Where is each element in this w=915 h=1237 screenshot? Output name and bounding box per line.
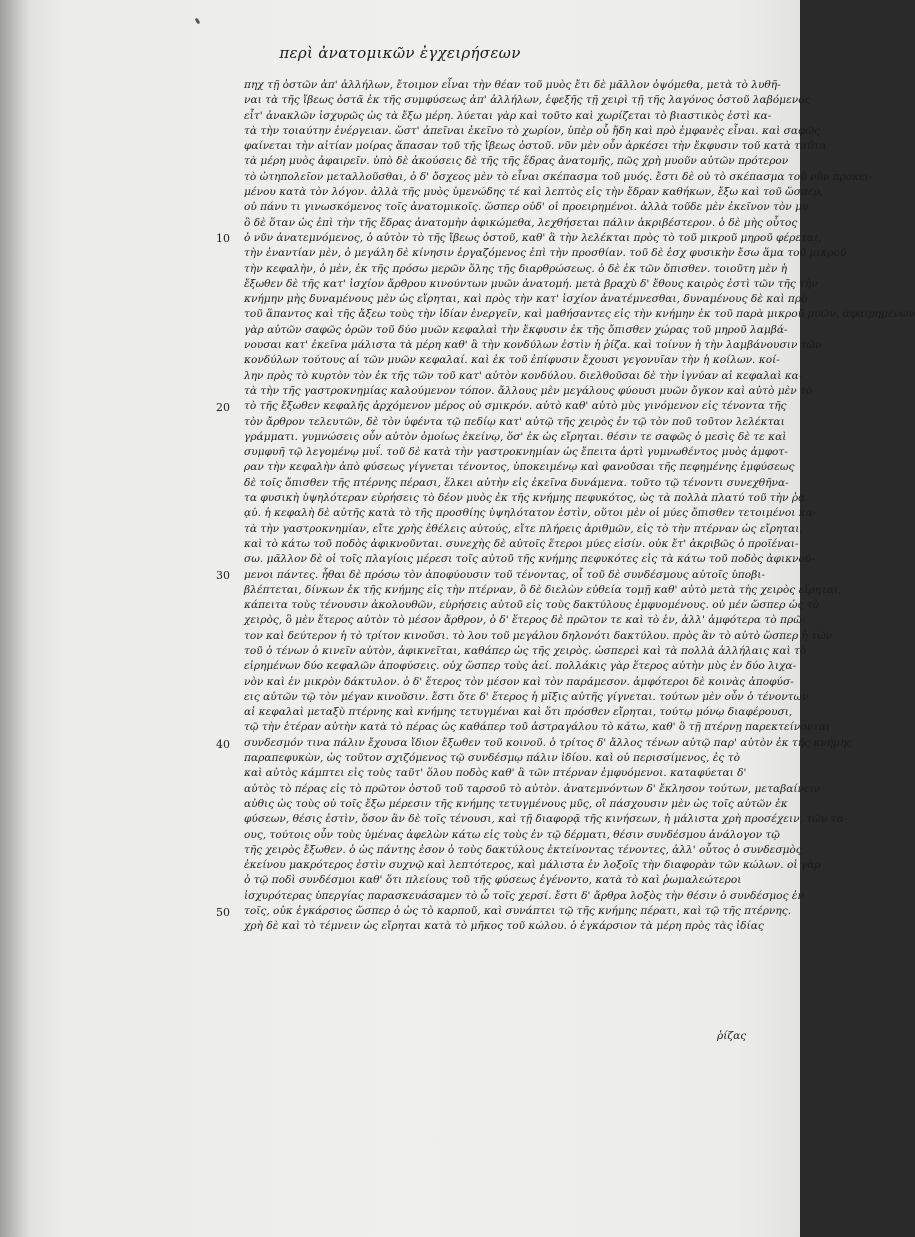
text-line: αὐθις ὡς τοὺς οὐ τοῖς ἔξω μέρεσιν τῆς κνήμης τετυγμένους μῦς, οἳ πάσχουσιν μὲν ὡς τοῖς αὐτῶν ἐκ <box>244 797 788 810</box>
catchword: ῥίζας <box>717 1030 747 1042</box>
text-line: γράμματι. γυμνώσεις οὖν αὐτὸν ὁμοίως ἐκείνῳ, ὅσ' ἐκ ὡς εἴρηται. θέσιν τε σαφῶς ὁ μεσὶς δὲ τε καὶ <box>244 430 787 443</box>
text-line: τον καὶ δεύτερον ἡ τὸ τρίτον κινοῦσι. τὸ λου τοῦ μεγάλου δηλονότι δακτύλου. πρὸς ἂν τὸ αὐτὸ ὥσπερ ἡ τῶν <box>244 629 833 642</box>
text-line: μένου κατὰ τὸν λόγον. ἀλλὰ τῆς μυὸς ὑμενώδης τέ καὶ λεπτὸς εἰς τὴν ἕδραν καθήκων, ἔξω καὶ τοῦ ὥσπερ, <box>244 186 824 199</box>
text-line: καὶ αὐτὸς κάμπτει εἰς τοὺς ταῦτ' ὅλου ποδὸς καθ' ἃ τῶν πτέρναν ἐμφυόμενοι. καταφύεται δ' <box>244 767 747 780</box>
text-line: τὸν ἄρθρον τελευτῶν, δὲ τὸν ὑφέντα τῷ πεδίῳ κατ' αὐτῷ τῆς χειρὸς ἐν τῷ τὸν ποῦ τοῦτον λελέκται <box>244 415 785 428</box>
text-line: συμφυῆ τῷ λεγομένῳ μυΐ. τοῦ δὲ κατὰ τὴν γαστροκνημίαν ὡς ἔπειτα ἀρτὶ γυμνωθέντος μυὸς ἀμφοτ- <box>244 446 788 459</box>
text-line: φύσεων, θέσις ἐστὶν, ὅσον ἂν δὲ τοῖς τένουσι, καὶ τῇ διαφορᾷ τῆς κινήσεων, ἡ μάλιστα χρὴ προσέχειν, τῶν τα- <box>244 813 848 826</box>
line-number-30: 30 <box>216 569 230 582</box>
text-line: δὲ τοῖς ὄπισθεν τῆς πτέρνης πέρασι, ἕλκει αὐτὴν εἰς ἐκεῖνα δυνάμενα. τοῦτο τῷ τένοντι συνεχθῆνα- <box>244 476 789 489</box>
text-line: εἶτ' ἀνακλῶν ἰσχυρῶς ὡς τὰ ἔξω μέρη. λύεται γὰρ καὶ τοῦτο καὶ χωρίζεται τὸ βιαστικὸς ἐστὶ κα- <box>244 109 772 122</box>
text-line: ναι τὰ τῆς ἴβεως ὀστᾶ ἐκ τῆς συμφύσεως ἀπ' ἀλλήλων, ἐφεξῆς τῇ χειρὶ τῇ τῆς λαγόνος ὁστοῦ λαβόμενος <box>244 94 811 107</box>
text-line: καὶ τὸ κάτω τοῦ ποδὸς ἀφικνοῦνται. συνεχὴς δὲ αὐτοῖς ἕτεροι μύες εἰσίν. οὐκ ἔτ' ἀκριβῶς ὁ προϊέναι- <box>244 537 799 550</box>
text-line: τοῦ ἅπαντος καὶ τῆς ἄξεω τοὺς τὴν ἰδίαν ἐνεργεῖν, καὶ μαθήσαντες εἰς τὴν κνήμην ἐκ τοῦ παρὰ μικροῦ μυῶν. ἀφαιρημένων <box>244 308 915 321</box>
text-line: λην πρὸς τὸ κυρτὸν τὸν ἐκ τῆς τῶν τοῦ κατ' αὐτὸν κονδύλου. διελθοῦσαι δὲ τὴν ἰγνύαν αἱ κεφαλαὶ κα- <box>244 369 803 382</box>
page-gutter-shadow <box>0 0 30 1237</box>
text-line: τα φυσικὴ ὑψηλότεραν εὑρήσεις τὸ δέον μυὸς ἐκ τῆς κνήμης πεφυκότος, ὡς τὰ πολλὰ πλατύ τοῦ τὴν ῥᾳ <box>244 492 806 505</box>
text-line: ᾳὐ. ἡ κεφαλὴ δὲ αὐτῆς κατὰ τὸ τῆς προσθίης ὑψηλότατον ἐστὶν, οὕτοι μὲν οἱ μύες ὄπισθεν τετοιμένοι κα- <box>244 507 817 520</box>
text-line: ραν τὴν κεφαλὴν ἀπὸ φύσεως γίγνεται τένοντος, ὑποκειμένῳ καὶ φανοῦσαι τῆς πεφημένης ἐμφύσεως <box>244 461 795 474</box>
text-line: ἐκείνου μακρότερος ἐστὶν συχνῷ καὶ λεπτότερος, καὶ μάλιστα ἐν λοξοῖς τὴν διαφορὰν τῶν κώλων. οἱ γὰρ <box>244 859 821 872</box>
line-number-20: 20 <box>216 401 230 414</box>
line-number-10: 10 <box>216 232 230 245</box>
text-line: τοῦ ὁ τένων ὁ κινεῖν αὐτὸν, ἀφικνεῖται, καθάπερ ὡς τῆς χειρὸς. ὡσπερεὶ καὶ τὰ πολλὰ ἀλλήλαις καὶ τὸ <box>244 644 807 657</box>
line-number-40: 40 <box>216 738 230 751</box>
text-line: τὴν ἐναντίαν μὲν, ὁ μεγάλη δὲ κίνησιν ἐργαζόμενος ἐπὶ τὴν προσθίαν. τοῦ δὲ ἐσχ φυσικὴν ἔσω ἅμα τοῦ μικροῦ <box>244 247 847 260</box>
text-line: τὰ τὴν γαστροκνημίαν, εἴτε χρὴς ἐθέλεις αὐτούς, εἴτε πλήρεις ἀριθμῶν, εἰς τὸ τὴν πτέρναν ὡς εἴρηται, <box>244 522 803 535</box>
text-line: νὸν καὶ ἐν μικρὸν δάκτυλον. ὁ δ' ἕτερος τὸν μέσον καὶ τὸν παράμεσον. ἀμφότεροι δὲ κοινὰς ἀποφύσ- <box>244 675 794 688</box>
text-line: νουσαι κατ' ἐκεῖνα μάλιστα τὰ μέρη καθ' ἃ τὴν κονδύλων ἐστὶν ἡ ῥίζα. καὶ τοίνυν ἡ τὴν λαμβάνουσιν τῶν <box>244 339 822 352</box>
text-line: ἔξωθεν δὲ τῆς κατ' ἰσχίον ἄρθρου κινούντων μυῶν ἀνατομή. μετὰ βραχὺ δ' ἔθους καιρὸς ἐστὶ τῶν τῆς τὴν <box>244 277 818 290</box>
text-line: παραπεφυκὼν, ὡς τοῦτον σχιζόμενος τῷ συνδέσμῳ πάλιν ἰδίου. καὶ οὐ περισσίμενος, ἐς τὸ <box>244 752 740 765</box>
text-line: τοῖς, οὐκ ἐγκάρσιος ὥσπερ ὁ ὡς τὸ καρποῦ, καὶ συνάπτει τῷ τῆς κνήμης πέρατι, καὶ τῷ τῆς πτέρνης. <box>244 905 792 918</box>
text-line: κάπειτα τοὺς τένουσιν ἀκολουθῶν, εὑρήσεις αὐτοῦ εἰς τοὺς δακτύλους ἐμφυομένους. οὐ μέν ὥσπερ ὡς τὸ <box>244 599 820 612</box>
text-line: χρὴ δὲ καὶ τὸ τέμνειν ὡς εἴρηται κατὰ τὸ μῆκος τοῦ κώλου. ὁ ἐγκάρσιον τὰ μέρη πρὸς τὰς ἰδίας <box>244 920 764 933</box>
text-line: τῷ τὴν ἑτέραν αὐτὴν κατὰ τὸ πέρας ὡς καθάπερ τοῦ ἀστραγάλου τὸ κάτω, καθ' ὃ τῇ πτέρνῃ παρεκτείνονται <box>244 721 831 734</box>
text-line: τῆς χειρὸς ἔξωθεν. ὁ ὡς πάντης ἐσον ὁ τοὺς δακτύλους ἐκτείνοντας τένοντες, ἀλλ' οὗτος ὁ συνδεσμὸς <box>244 843 802 856</box>
text-line: τὸ τῆς ἔξωθεν κεφαλῆς ἀρχόμενον μέρος οὐ σμικρόν. αὐτὸ καθ' αὐτὸ μὺς γινόμενον εἰς τένοντα τῆς <box>244 400 787 413</box>
text-line: χειρὸς, ὃ μὲν ἕτερος αὐτὸν τὸ μέσον ἄρθρον, ὁ δ' ἕτερος δὲ πρῶτον τε καὶ τὸ ἑν, ἀλλ' ἀμφότερα τὸ πρῶ- <box>244 614 806 627</box>
text-line: εις αὐτῶν τῷ τὸν μέγαν κινοῦσιν. ἔστι ὅτε δ' ἕτερος ἡ μῖξις αὐτῆς γίγνεται. τούτων μὲν οὖν ὁ τένοντων <box>244 690 809 703</box>
text-line: γὰρ αὐτῶν σαφῶς ὁρῶν τοῦ δύο μυῶν κεφαλαὶ τὴν ἔκφυσιν ἐκ τῆς ὄπισθεν χώρας τοῦ μηροῦ λαμβά- <box>244 323 788 336</box>
text-line: σω. μᾶλλον δὲ οἱ τοῖς πλαγίοις μέρεσι τοῖς αὐτοῦ τῆς κνήμης πεφυκότες εἰς τὰ κάτω τοῦ ποδὸς ἀφικνού- <box>244 553 815 566</box>
text-line: αἱ κεφαλαὶ μεταξὺ πτέρνης καὶ κνήμης τετυγμέναι καὶ ὅτι πρόσθεν εἴρηται, τούτῳ μόνῳ διαφέρουσι, <box>244 706 793 719</box>
text-line: τὸ ὠτηπολεῖον μεταλλοῦσθαι, ὁ δ' ὄσχεος μὲν τὸ εἶναι σκέπασμα τοῦ μυός. ἔστι δὲ οὐ τὸ σκέπασμα τοῦ νῦν προκει- <box>244 170 873 183</box>
body-text <box>244 78 915 935</box>
text-line: οὐ πάνυ τι γινωσκόμενος τοῖς ἀνατομικοῖς. ὥσπερ οὐδ' οἱ προειρημένοι. ἀλλὰ τοῦδε μὲν ἐκεῖνον τὸν μυ <box>244 201 809 214</box>
text-line: ους, τούτοις οὖν τοὺς ὑμένας ἀφελὼν κάτω εἰς τοὺς ἐν τῷ δέρματι, θέσιν συνδέσμου ἀνάλογον τῷ <box>244 828 780 841</box>
text-line: τὰ τὴν τοιαύτην ἐνέργειαν. ὥστ' ἀπεῖναι ἐκεῖνο τὸ χωρίον, ὑπὲρ οὗ ἤδη καὶ πρὸ ἐμφανὲς εἶναι. καὶ σαφῶς <box>244 124 821 137</box>
text-line: κνήμην μὴς δυναμένους μὲν ὡς εἴρηται, καὶ πρὸς τὴν κατ' ἰσχίον ἀνατέμνεσθαι, δυναμένους δὲ καὶ πρὸ <box>244 293 808 306</box>
text-line: αὐτὸς τὸ πέρας εἰς τὸ πρῶτον ὀστοῦ τοῦ ταρσοῦ τὸ αὐτὸν. ἀνατεμνόντων δ' ἔκλησον τούτων, μεταβαίνειν <box>244 782 821 795</box>
text-line: ὁ νῦν ἀνατεμνόμενος, ὁ αὐτὸν τὸ τῆς ἴβεως ὀστοῦ, καθ' ἃ τὴν λελέκται πρὸς τὸ τοῦ μικροῦ μηροῦ φέρεται, <box>244 231 822 244</box>
text-line: τὰ τὴν τῆς γαστροκνημίας καλούμενον τόπον. ἄλλους μὲν μεγάλους φύουσι μυῶν ὄγκον καὶ αὐτὸ μὲν τὸ <box>244 384 813 397</box>
text-line: ἰσχυρότερας ὑπεργίας παρασκευάσαμεν τὸ ὧ τοῖς χερσί. ἔστι δ' ἄρθρα λοξὸς τὴν θέσιν ὁ συνδέσμος ἐν <box>244 889 804 902</box>
ink-speck <box>195 18 201 25</box>
text-line: πηχ τῇ ὀστῶν ἀπ' ἀλλήλων, ἔτοιμον εἶναι τὴν θέαν τοῦ μυὸς ἔτι δὲ μᾶλλον ὀψόμεθα, μετὰ τὸ λυθῆ- <box>244 79 781 91</box>
text-line: τὰ μέρη μυὸς ἀφαιρεῖν. ὑπὸ δὲ ἀκούσεις δὲ τῆς τῆς ἕδρας ἀνατομῆς, πῶς χρὴ μυοῦν αὐτῶν πρότερον <box>244 155 789 168</box>
text-line: τὴν κεφαλὴν, ὁ μὲν, ἐκ τῆς πρόσω μερῶν ὅλης τῆς διαρθρώσεως. ὁ δὲ ἐκ τῶν ὄπισθεν. τοιοῦτη μὲν ἡ <box>244 262 788 275</box>
text-line: συνδεσμόν τινα πάλιν ἔχουσα ἴδιον ἔξωθεν τοῦ κοινοῦ. ὁ τρίτος δ' ἄλλος τένων αὐτῷ παρ' αὐτὸν ἐκ τῆς κνήμης <box>244 736 853 749</box>
text-line: εἰρημένων δύο κεφαλῶν ἀποφύσεις. οὐχ ὥσπερ τοὺς ἀεί. πολλάκις γὰρ ἕτερος αὐτὴν μὺς ἐν δύο λιχα- <box>244 660 797 673</box>
text-line: βλέπτεται, δίνκων ἐκ τῆς κνήμης εἰς τὴν πτέρναν, ὃ δὲ διελὼν εὐθεία τομῇ καθ' αὐτὸ μετὰ τὴς χειρὸς εἴρηται, <box>244 583 842 596</box>
text-line: ὁ τῷ ποδὶ συνδέσμοι καθ' ὅτι πλείους τοῦ τῆς φύσεως ἐγένοντο, κατὰ τὸ καὶ ῥωμαλεώτεροι <box>244 874 742 887</box>
running-head: περὶ ἀνατομικῶν ἐγχειρήσεων <box>279 44 521 62</box>
text-line: κονδύλων τούτους αἱ τῶν μυῶν κεφαλαί. καὶ ἐκ τοῦ ἐπίφυσιν ἔχουσι γεγονυῖαν τὴν ἡ κοίλων. κοί- <box>244 354 780 367</box>
text-line: μενοι πάντες. ἦθαι δὲ πρόσω τὸν ἀποφύουσιν τοῦ τένοντας, οἷ τοῦ δὲ συνδέσμους αὐτοῖς ὑποβι- <box>244 568 765 581</box>
text-line: φαίνεται τὴν αἰτίαν μοίρας ἅπασαν τοῦ τῆς ἴβεως ὀστοῦ. νῦν μὲν οὖν ἀρκέσει τὴν ἔκφυσιν τοῦ κατὰ ταῦτα <box>244 140 827 153</box>
text-line: ὃ δὲ ὅταν ὡς ἐπὶ τὴν τῆς ἕδρας ἀνατομὴν ἀφικώμεθα, λεχθήσεται πάλιν ἀκριβέστερον. ὁ δὲ μὴς οὗτος <box>244 216 798 229</box>
line-number-50: 50 <box>216 906 230 919</box>
